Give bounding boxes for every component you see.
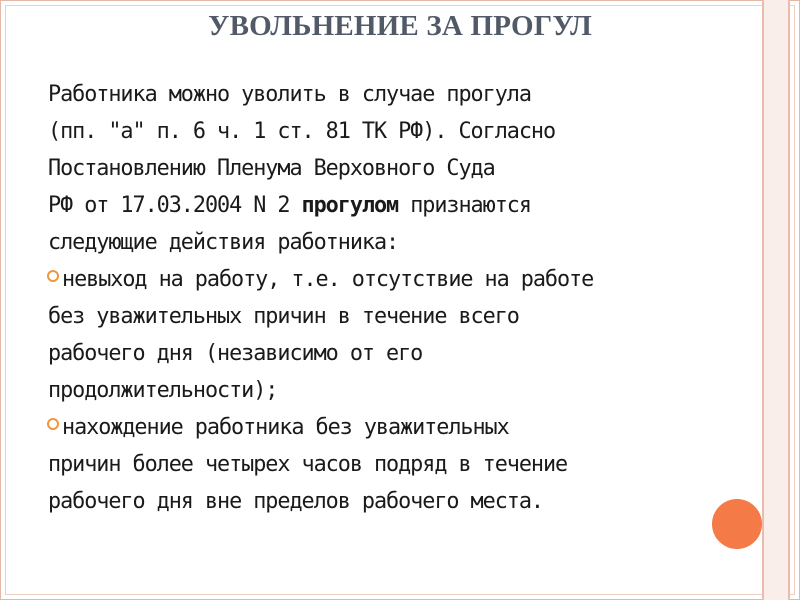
slide-title: УВОЛЬНЕНИЕ ЗА ПРОГУЛ [208,10,592,42]
intro-line-1: Работника можно уволить в случае прогула [48,82,531,107]
decorative-side-stripe [762,0,790,600]
intro-line-4-start: РФ от 17.03.2004 N 2 [48,193,302,218]
bullet-circle-icon [47,270,59,282]
intro-line-3: Постановлению Пленума Верховного Суда [48,156,495,181]
slide-body [48,76,763,520]
intro-line-5: следующие действия работника: [48,230,399,255]
bullet-2-line-3: рабочего дня вне пределов рабочего места. [48,489,543,514]
bullet-1-line-2: без уважительных причин в течение всего [48,304,519,329]
emphasis-term: прогулом [301,193,399,218]
bullet-1-line-3: рабочего дня (независимо от его [48,341,423,366]
intro-line-2: (пп. "а" п. 6 ч. 1 ст. 81 ТК РФ). Согласно [48,119,556,144]
intro-line-4 [48,187,763,224]
decorative-orange-circle [712,499,762,549]
bullet-1-line-4: продолжительности); [48,378,278,403]
bullet-item-2 [48,409,763,520]
bullet-circle-icon [47,418,59,430]
intro-line-4-end: признаются [398,193,531,218]
bullet-1-line-1: невыход на работу, т.е. отсутствие на работе [62,267,594,292]
bullet-2-line-1: нахождение работника без уважительных [62,415,509,440]
bullet-item-1 [48,261,763,409]
bullet-2-line-2: причин более четырех часов подряд в течение [48,452,568,477]
